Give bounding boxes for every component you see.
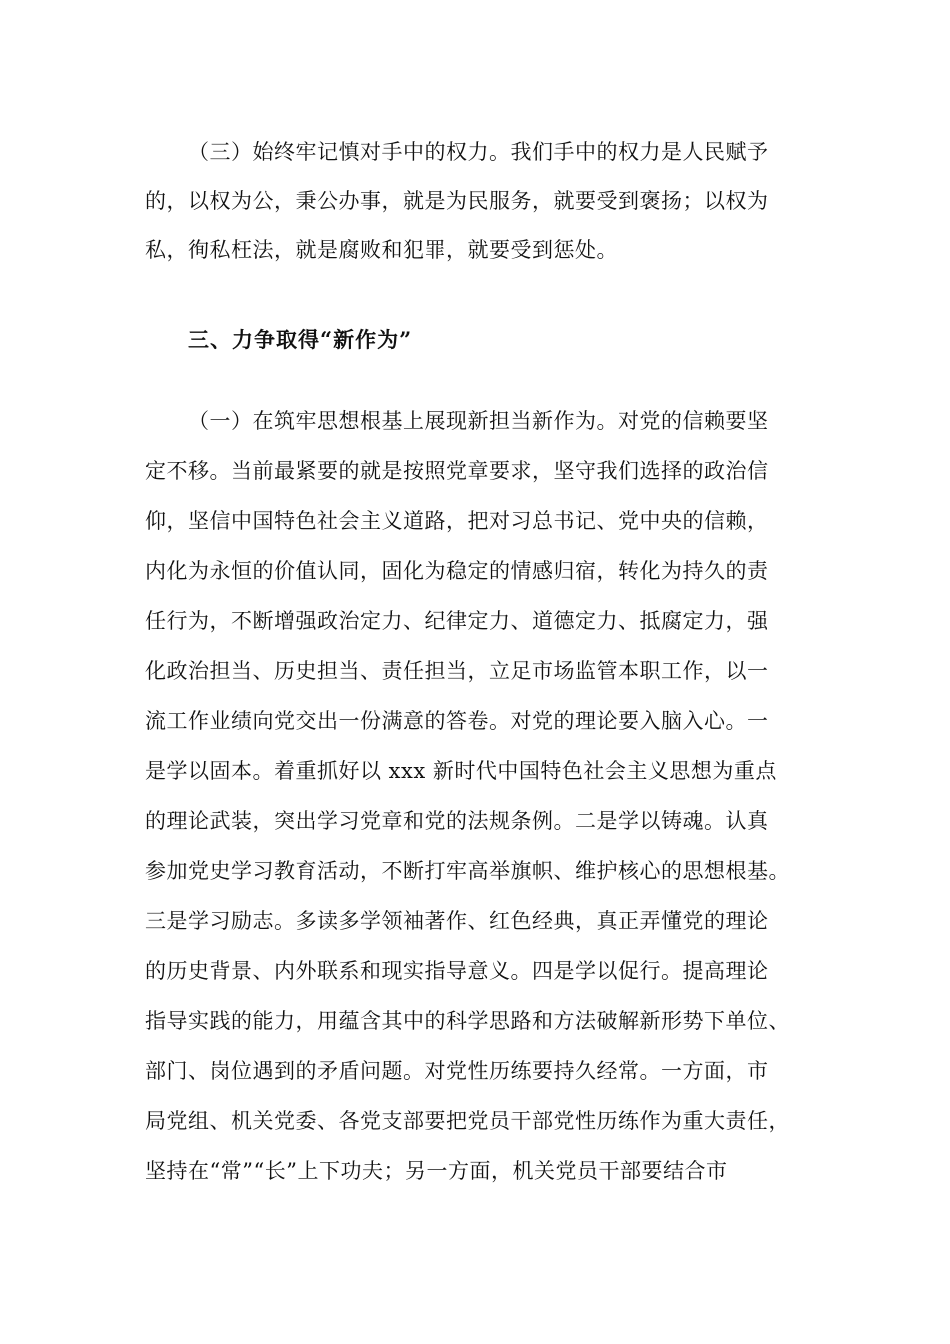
paragraph-2-line-15: 局党组、机关党委、各党支部要把党员干部党性历练作为重大责任， [145,1109,790,1133]
paragraph-2-line-5: 任行为，不断增强政治定力、纪律定力、道德定力、抵腐定力，强 [145,609,769,633]
paragraph-2-line-3: 仰，坚信中国特色社会主义道路，把对习总书记、党中央的信赖， [145,509,769,533]
paragraph-2-line-16: 坚持在“常”“长”上下功夫；另一方面，机关党员干部要结合市 [145,1159,728,1183]
paragraph-2-line-8: 是学以固本。着重抓好以 xxx 新时代中国特色社会主义思想为重点 [145,759,777,783]
paragraph-2-line-4: 内化为永恒的价值认同，固化为稳定的情感归宿，转化为持久的责 [145,559,769,583]
paragraph-2-line-11: 三是学习励志。多读多学领袖著作、红色经典，真正弄懂党的理论 [145,909,769,933]
paragraph-1-line-3: 私，徇私枉法，就是腐败和犯罪，就要受到惩处。 [145,238,618,262]
paragraph-1-line-1: （三）始终牢记慎对手中的权力。我们手中的权力是人民赋予 [188,140,769,164]
paragraph-2-line-10: 参加党史学习教育活动，不断打牢高举旗帜、维护核心的思想根基。 [145,859,790,883]
paragraph-2-line-9: 的理论武装，突出学习党章和党的法规条例。二是学以铸魂。认真 [145,809,769,833]
paragraph-2-line-1: （一）在筑牢思想根基上展现新担当新作为。对党的信赖要坚 [188,409,769,433]
paragraph-2-line-13: 指导实践的能力，用蕴含其中的科学思路和方法破解新形势下单位、 [145,1009,790,1033]
paragraph-2-line-6: 化政治担当、历史担当、责任担当，立足市场监管本职工作，以一 [145,659,769,683]
paragraph-2-line-2: 定不移。当前最紧要的就是按照党章要求，坚守我们选择的政治信 [145,459,769,483]
paragraph-2-line-14: 部门、岗位遇到的矛盾问题。对党性历练要持久经常。一方面，市 [145,1059,769,1083]
paragraph-2-line-12: 的历史背景、内外联系和现实指导意义。四是学以促行。提高理论 [145,959,769,983]
paragraph-2-line-7: 流工作业绩向党交出一份满意的答卷。对党的理论要入脑入心。一 [145,709,769,733]
section-heading: 三、力争取得“新作为” [188,327,413,352]
paragraph-1-line-2: 的，以权为公，秉公办事，就是为民服务，就要受到褒扬；以权为 [145,189,769,213]
